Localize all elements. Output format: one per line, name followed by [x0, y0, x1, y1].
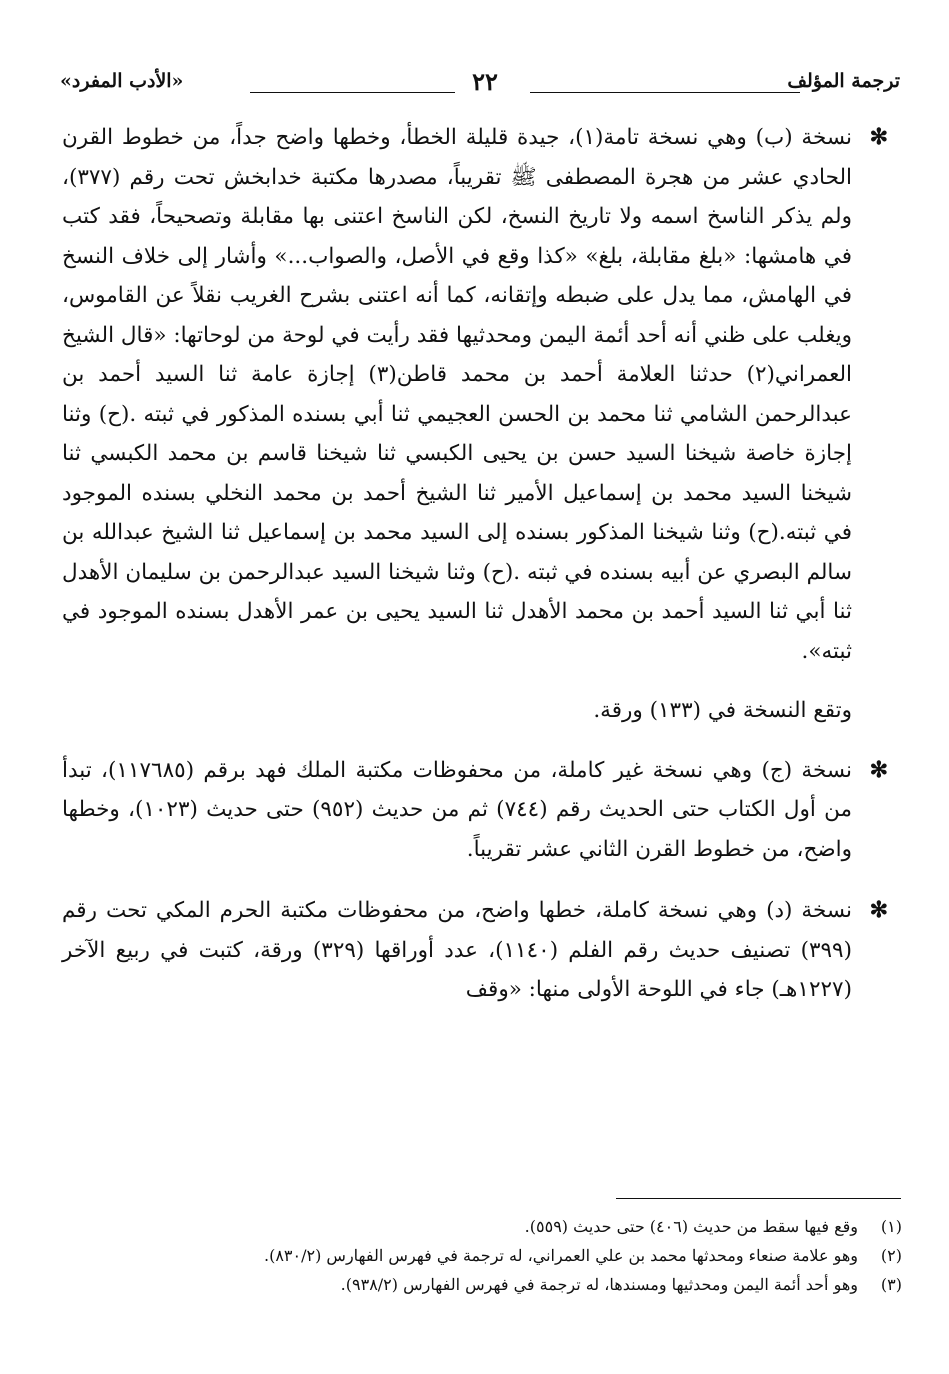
header-chapter-title: ترجمة المؤلف	[787, 70, 900, 92]
page-number: ٢٢	[472, 67, 498, 96]
footnote-number: (٣)	[880, 1275, 902, 1294]
entry-d-text: نسخة (د) وهي نسخة كاملة، خطها واضح، من محفوظات مكتبة الحرم المكي تحت رقم (٣٩٩) تصنيف حديث رقم الفلم (١١٤٠)، عدد أوراقها (٣٢٩) ورقة، كتبت في ربيع الآخر (١٢٢٧هـ) جاء في اللوحة الأولى منها: «وقف	[62, 898, 852, 1002]
manuscript-entry-c	[62, 751, 902, 870]
footnote-number: (٢)	[880, 1246, 902, 1265]
footnote-3	[62, 1270, 902, 1299]
footnote-2	[62, 1241, 902, 1270]
footnote-text: وهو أحد أئمة اليمن ومحدثيها ومسندها، له ترجمة في فهرس الفهارس (٩٣٨/٢).	[340, 1275, 858, 1294]
bullet-star-icon: ✻	[869, 897, 888, 923]
manuscript-entry-b	[62, 118, 902, 671]
running-header	[60, 67, 900, 104]
bullet-star-icon: ✻	[869, 124, 888, 150]
main-text	[62, 118, 902, 1010]
header-rule-left	[250, 92, 455, 93]
manuscript-entry-d	[62, 891, 902, 1010]
footnote-text: وقع فيها سقط من حديث (٤٠٦) حتى حديث (٥٥٩).	[524, 1217, 858, 1236]
entry-c-text: نسخة (ج) وهي نسخة غير كاملة، من محفوظات مكتبة الملك فهد برقم (١١٧٦٨٥)، تبدأ من أول الكتاب حتى الحديث رقم (٧٤٤) ثم من حديث (٩٥٢) حتى حديث (١٠٢٣)، وخطها واضح، من خطوط القرن الثاني عشر تقريباً.	[62, 757, 852, 862]
leaves-count-b: وتقع النسخة في (١٣٣) ورقة.	[593, 698, 852, 723]
footnote-separator	[616, 1198, 901, 1199]
header-book-title: «الأدب المفرد»	[60, 70, 184, 92]
entry-b-text: نسخة (ب) وهي نسخة تامة(١)، جيدة قليلة الخطأ، وخطها واضح جداً، من خطوط القرن الحادي عشر من هجرة المصطفى ﷺ تقريباً، مصدرها مكتبة خدابخش تحت رقم (٣٧٧)، ولم يذكر الناسخ اسمه ولا تاريخ النسخ، لكن الناسخ اعتنى بها مقابلة وتصحيحاً، فقد كتب في هامشها: «بلغ مقابلة، بلغ» «كذا وقع في الأصل، والصواب...» وأشار إلى خلاف النسخ في الهامش، مما يدل على ضبطه وإتقانه، كما أنه اعتنى بشرح الغريب نقلاً عن القاموس، ويغلب على ظني أنه أحد أئمة اليمن ومحدثيها فقد رأيت في لوحة من لوحاتها: «قال الشيخ العمراني(٢) حدثنا العلامة أحمد بن محمد قاطن(٣) إجازة عامة ثنا السيد أحمد بن عبدالرحمن الشامي ثنا محمد بن الحسن العجيمي ثنا أبي بسنده المذكور في ثبته .(ح) وثنا إجازة خاصة شيخنا السيد حسن بن يحيى الكبسي ثنا شيخنا قاسم بن محمد الكبسي ثنا شيخنا السيد محمد بن إسماعيل الأمير ثنا الشيخ أحمد بن محمد النخلي بسنده الموجود في ثبته.(ح) وثنا شيخنا المذكور بسنده إلى السيد محمد بن إسماعيل ثنا الشيخ عبدالله بن سالم البصري عن أبيه بسنده في ثبته .(ح) وثنا شيخنا السيد عبدالرحمن بن سليمان الأهدل ثنا أبي ثنا السيد أحمد بن محمد الأهدل ثنا السيد يحيى بن عمر الأهدل بسنده الموجود في ثبته».	[62, 125, 852, 664]
bullet-star-icon: ✻	[869, 756, 888, 783]
header-rule-right	[530, 92, 800, 93]
footnotes	[62, 1212, 902, 1299]
footnote-number: (١)	[880, 1217, 902, 1236]
footnote-text: وهو علامة صنعاء ومحدثها محمد بن علي العمراني، له ترجمة في فهرس الفهارس (٨٣٠/٢).	[264, 1246, 858, 1265]
footnote-1	[62, 1212, 902, 1241]
